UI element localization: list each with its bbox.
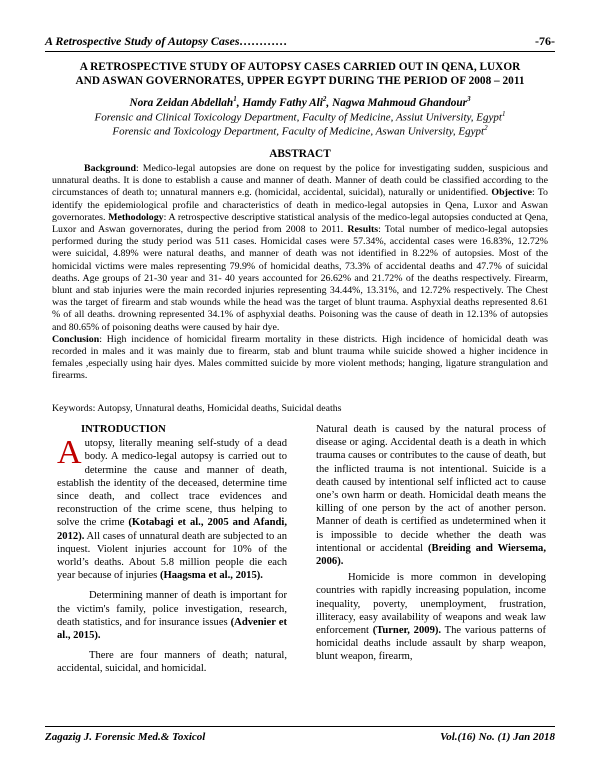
author-1: Nora Zeidan Abdellah [129,96,234,109]
conclusion-text: : High incidence of homicidal firearm mortality in these districts. High incidence of homicidal death was recorded in males and it was mainly due to firearm, stab and blunt trauma while suicide showed a higher incidence in females ,especially using hair dyes. Males committed suicide by more violent methods; hanging, ligature strangulation and firearms. [52,333,548,382]
affiliation-2 [50,124,550,138]
author-2-sup: 2 [322,95,327,103]
results-label: Results [347,224,379,236]
affiliation-1-text: Forensic and Clinical Toxicology Department, Faculty of Medicine, Assiut University, Egypt [94,111,502,124]
volume-info: Vol.(16) No. (1) Jan 2018 [440,731,555,743]
affiliation-2-sup: 2 [484,124,488,132]
results-text: : Total number of medico-legal autopsies performed during the study period was 511 cases. Homicidal cases were 57.34%, accidental cases were 16.83%, 12.72% were suicidal, 4.89% were natural deaths, and manner of death was not identified in 8.22% of autopsies. Most of the homicidal victims were males representing 79.9% of homicidal deaths, 73.3% of accidental deaths and 47.7% of suicidal deaths. Age groups of 21-30 year and 31- 40 years accounted for 26.62% and 21.72% of the deaths respectively. Firearm, blunt and stab injuries were the main recorded injuries representing 34.44%, 13.31%, and 12.72% respectively. The Chest was the target of firearm and stab wounds while the head was the target of blunt trauma. Asphyxial deaths represented 8.61 % of all deaths. drowning represented 34.1% of asphyxial deaths. Poisoning was the cause of death in 12.13% of autopsies and 80.65% of poisoning deaths were caused by hair dye. [52,224,548,333]
left-column [57,423,287,676]
header-rule [45,51,555,52]
running-title: A Retrospective Study of Autopsy Cases………… [45,34,288,48]
right-p2-text2: The various patterns of homicidal deaths include assault by sharp weapon, blunt weapon, firearm, [316,625,546,663]
conclusion-paragraph [52,334,548,383]
affiliation-2-text: Forensic and Toxicology Department, Faculty of Medicine, Aswan University, Egypt [112,125,485,138]
right-paragraph-1 [316,423,546,568]
intro-p1-text: utopsy, literally meaning self-study of a dead body. A medico-legal autopsy is carried out to determine the cause and manner of death, establish the identity of the deceased, determine time since death, and collect trace evidences and reconstruction of the crime scene, thus helping to solve the crime [57,438,287,529]
abstract-heading: ABSTRACT [269,148,331,160]
author-2: Hamdy Fathy Ali [242,96,323,109]
page-number: -76- [535,34,555,48]
background-label: Background [84,163,136,174]
intro-paragraph-1 [57,434,287,582]
right-p2-citation: (Turner, 2009). [372,625,442,637]
author-3: Nagwa Mahmoud Ghandour [332,96,468,109]
affiliation-1-sup: 1 [501,110,506,118]
author-list: Nora Zeidan Abdellah$^1$, Hamdy Fathy Ali$^2$, Nagwa Mahmoud Ghandour$^3$ [129,95,471,109]
right-column [316,423,546,664]
paper-title [50,60,550,88]
author-3-sup: 3 [467,95,471,103]
author-1-sup: 1 [233,95,237,103]
right-paragraph-2 [316,571,546,663]
right-p2-text: Homicide is more common in developing countries with rapidly increasing population, income inequality, poverty, unemployment, frustration, illiteracy, easy availability of weapons and weak law enforcement [316,572,546,637]
objective-text: : To identify the epidemiological profile and characteristics of death in medico-legal autopsies in Qena, Luxor and Aswan governorates. [52,187,548,223]
background-text: : Medico-legal autopsies are done on request by the police for investigating sudden, suspicious and unnatural deaths. It is done to establish a cause and manner of death. Manner of death could be classified according to the circumstances of death to; unnatural manners e.g. (homicidal, accidental, suicidal), naturally or unidentified. [52,163,548,199]
keywords: Keywords: Autopsy, Unnatural deaths, Homicidal deaths, Suicidal deaths [52,403,342,414]
right-p1-citation: (Breiding and Wiersema, 2006). [316,542,546,568]
page-footer [45,731,555,743]
intro-p2-citation: (Advenier et al., 2015). [57,616,287,642]
intro-p3-text: There are four manners of death; natural, accidental, suicidal, and homicidal. [57,650,287,675]
title-line-2: AND ASWAN GOVERNORATES, UPPER EGYPT DURING THE PERIOD OF 2008 – 2011 [75,75,525,87]
dropcap-letter: A [57,434,82,472]
title-line-1: A RETROSPECTIVE STUDY OF AUTOPSY CASES CARRIED OUT IN QENA, LUXOR [79,61,521,73]
journal-name: Zagazig J. Forensic Med.& Toxicol [45,731,206,743]
intro-p1-citation: (Kotabagi et al., 2005 and Afandi, 2012). [57,517,287,542]
intro-p1-citation-2: (Haagsma et al., 2015). [159,570,263,582]
conclusion-label: Conclusion [52,333,100,345]
introduction-heading: INTRODUCTION [81,424,166,435]
abstract-paragraph [52,163,548,334]
methodology-text: : A retrospective descriptive statistical analysis of the medico-legal autopsies conducted at Qena, Luxor and Aswan governorates, during the period from 2008 to 2011. [52,211,549,236]
methodology-label: Methodology [108,211,164,223]
running-header [45,32,555,50]
intro-paragraph-3 [57,649,287,675]
intro-paragraph-2 [57,589,287,642]
affiliation-1 [50,110,550,124]
objective-label: Objective [491,187,532,199]
intro-p2-text: Determining manner of death is important for the victim's family, police investigation, research, death statistics, and for insurance issues [57,590,287,628]
intro-p1-text2: All cases of unnatural death are subjected to an inquest. Violent injuries account for 10% of the world’s deaths. About 5.8 million people die each year because of injuries [57,530,287,582]
footer-rule [45,726,555,727]
abstract-body [52,163,548,383]
right-p1-text: Natural death is caused by the natural process of disease or aging. Accidental death is a death in which trauma causes or contributes to the cause of death, but the inflicted trauma is not intentional. Suicide is a death caused by intentional self inflicted act to cause one’s own harm or death. Homicidal death means the killing of one person by the act of another person. Manner of death is certified as undetermined when it is impossible to decide whether the death was intentional or accidental [316,424,546,554]
